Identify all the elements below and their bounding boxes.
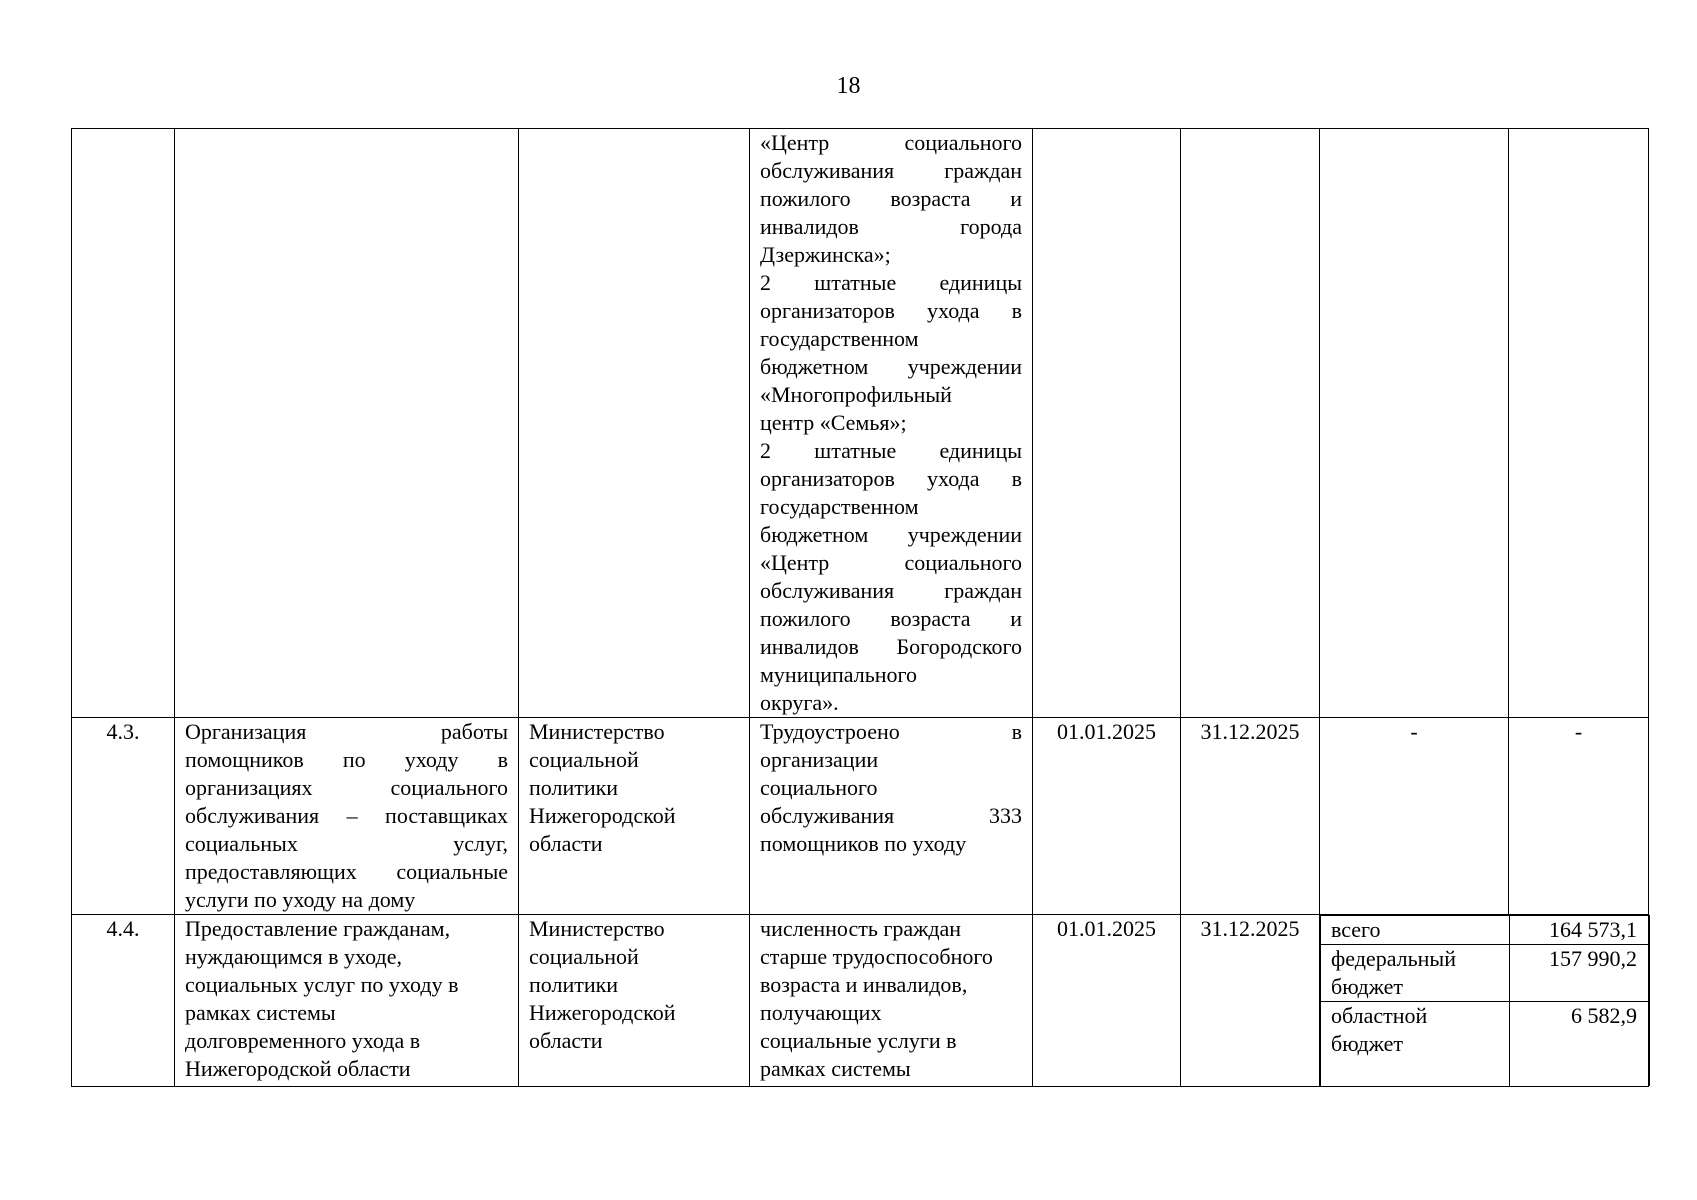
activity-lines	[185, 915, 508, 1083]
text-line: инвалидов Богородского	[760, 634, 1022, 659]
result-lines	[760, 915, 1022, 1083]
cell-start-date: 01.01.2025	[1033, 718, 1181, 915]
text-line: социальные услуги в	[760, 1028, 957, 1053]
table-row-4-4	[72, 915, 1649, 1087]
text-line: обслуживания граждан	[760, 578, 1022, 603]
cell-finance-amount	[1509, 129, 1649, 718]
text-line: государственном	[760, 494, 919, 519]
text-line: бюджетном учреждении	[760, 354, 1022, 379]
cell-result	[750, 915, 1033, 1087]
cell-end-date	[1181, 129, 1320, 718]
text-line: «Центр социального	[760, 550, 1022, 575]
text-line: помощников по уходу в	[185, 747, 508, 772]
text-line: инвалидов города	[760, 214, 1022, 239]
result-lines	[760, 718, 1022, 858]
finance-amount: 164 573,1	[1510, 916, 1650, 945]
finance-row-federal	[1321, 945, 1650, 1002]
text-line: социальной	[529, 747, 639, 772]
cell-result	[750, 129, 1033, 718]
text-line: социальной	[529, 944, 639, 969]
finance-source: областной бюджет	[1321, 1002, 1510, 1086]
text-line: области	[529, 831, 603, 856]
cell-end-date: 31.12.2025	[1181, 915, 1320, 1087]
text-line: обслуживания – поставщиках	[185, 803, 508, 828]
executor-lines	[529, 915, 739, 1055]
finance-table	[1320, 915, 1650, 1086]
cell-activity	[175, 718, 519, 915]
text-line: организации	[760, 747, 879, 772]
cell-number: 4.3.	[72, 718, 175, 915]
activities-table	[71, 128, 1649, 1087]
text-line: Нижегородской области	[185, 1056, 411, 1081]
text-line: организаторов ухода в	[760, 298, 1022, 323]
text-line: государственном	[760, 326, 919, 351]
cell-finance-source	[1320, 129, 1509, 718]
text-line: Министерство	[529, 719, 665, 744]
text-line: обслуживания граждан	[760, 158, 1022, 183]
cell-number	[72, 129, 175, 718]
text-line: Дзержинска»;	[760, 242, 891, 267]
text-line: социальных услуг,	[185, 831, 508, 856]
activity-lines	[185, 718, 508, 914]
cell-executor	[519, 915, 750, 1087]
text-line: пожилого возраста и	[760, 606, 1022, 631]
text-line: рамках системы	[760, 1056, 911, 1081]
cell-end-date: 31.12.2025	[1181, 718, 1320, 915]
result-lines	[760, 129, 1022, 717]
cell-finance	[1320, 915, 1649, 1087]
text-line: муниципального	[760, 662, 918, 687]
finance-source: всего	[1321, 916, 1510, 945]
text-line: социальных услуг по уходу в	[185, 972, 459, 997]
text-line: Нижегородской	[529, 803, 676, 828]
text-line: политики	[529, 775, 619, 800]
page-number: 18	[836, 73, 861, 99]
finance-row-total	[1321, 916, 1650, 945]
text-line: получающих	[760, 1000, 882, 1025]
text-line: обслуживания 333	[760, 803, 1022, 828]
text-line: возраста и инвалидов,	[760, 972, 968, 997]
cell-result	[750, 718, 1033, 915]
text-line: помощников по уходу	[760, 831, 967, 856]
text-line: пожилого возраста и	[760, 186, 1022, 211]
text-line: Организация работы	[185, 719, 508, 744]
table-row-4-3	[72, 718, 1649, 915]
finance-row-regional	[1321, 1002, 1650, 1086]
executor-lines	[529, 718, 739, 858]
cell-executor	[519, 129, 750, 718]
text-line: услуги по уходу на дому	[185, 887, 416, 912]
text-line: «Многопрофильный	[760, 382, 952, 407]
finance-amount: 157 990,2	[1510, 945, 1650, 1002]
cell-activity	[175, 915, 519, 1087]
text-line: Предоставление гражданам,	[185, 916, 451, 941]
text-line: организациях социального	[185, 775, 508, 800]
text-line: 2 штатные единицы	[760, 270, 1022, 295]
cell-finance-amount: -	[1509, 718, 1649, 915]
text-line: Нижегородской	[529, 1000, 676, 1025]
cell-number: 4.4.	[72, 915, 175, 1087]
text-line: политики	[529, 972, 619, 997]
text-line: социального	[760, 775, 878, 800]
text-line: бюджетном учреждении	[760, 522, 1022, 547]
text-line: старше трудоспособного	[760, 944, 993, 969]
text-line: нуждающимся в уходе,	[185, 944, 402, 969]
text-line: 2 штатные единицы	[760, 438, 1022, 463]
finance-amount: 6 582,9	[1510, 1002, 1650, 1086]
text-line: области	[529, 1028, 603, 1053]
cell-activity	[175, 129, 519, 718]
text-line: численность граждан	[760, 916, 962, 941]
text-line: предоставляющих социальные	[185, 859, 508, 884]
cell-finance-source: -	[1320, 718, 1509, 915]
text-line: центр «Семья»;	[760, 410, 907, 435]
text-line: «Центр социального	[760, 130, 1022, 155]
text-line: организаторов ухода в	[760, 466, 1022, 491]
cell-executor	[519, 718, 750, 915]
finance-source: федеральный бюджет	[1321, 945, 1510, 1002]
text-line: рамках системы	[185, 1000, 336, 1025]
text-line: округа».	[760, 690, 839, 715]
table-row-continuation	[72, 129, 1649, 718]
cell-start-date	[1033, 129, 1181, 718]
text-line: долговременного ухода в	[185, 1028, 421, 1053]
text-line: Трудоустроено в	[760, 719, 1022, 744]
cell-start-date: 01.01.2025	[1033, 915, 1181, 1087]
text-line: Министерство	[529, 916, 665, 941]
